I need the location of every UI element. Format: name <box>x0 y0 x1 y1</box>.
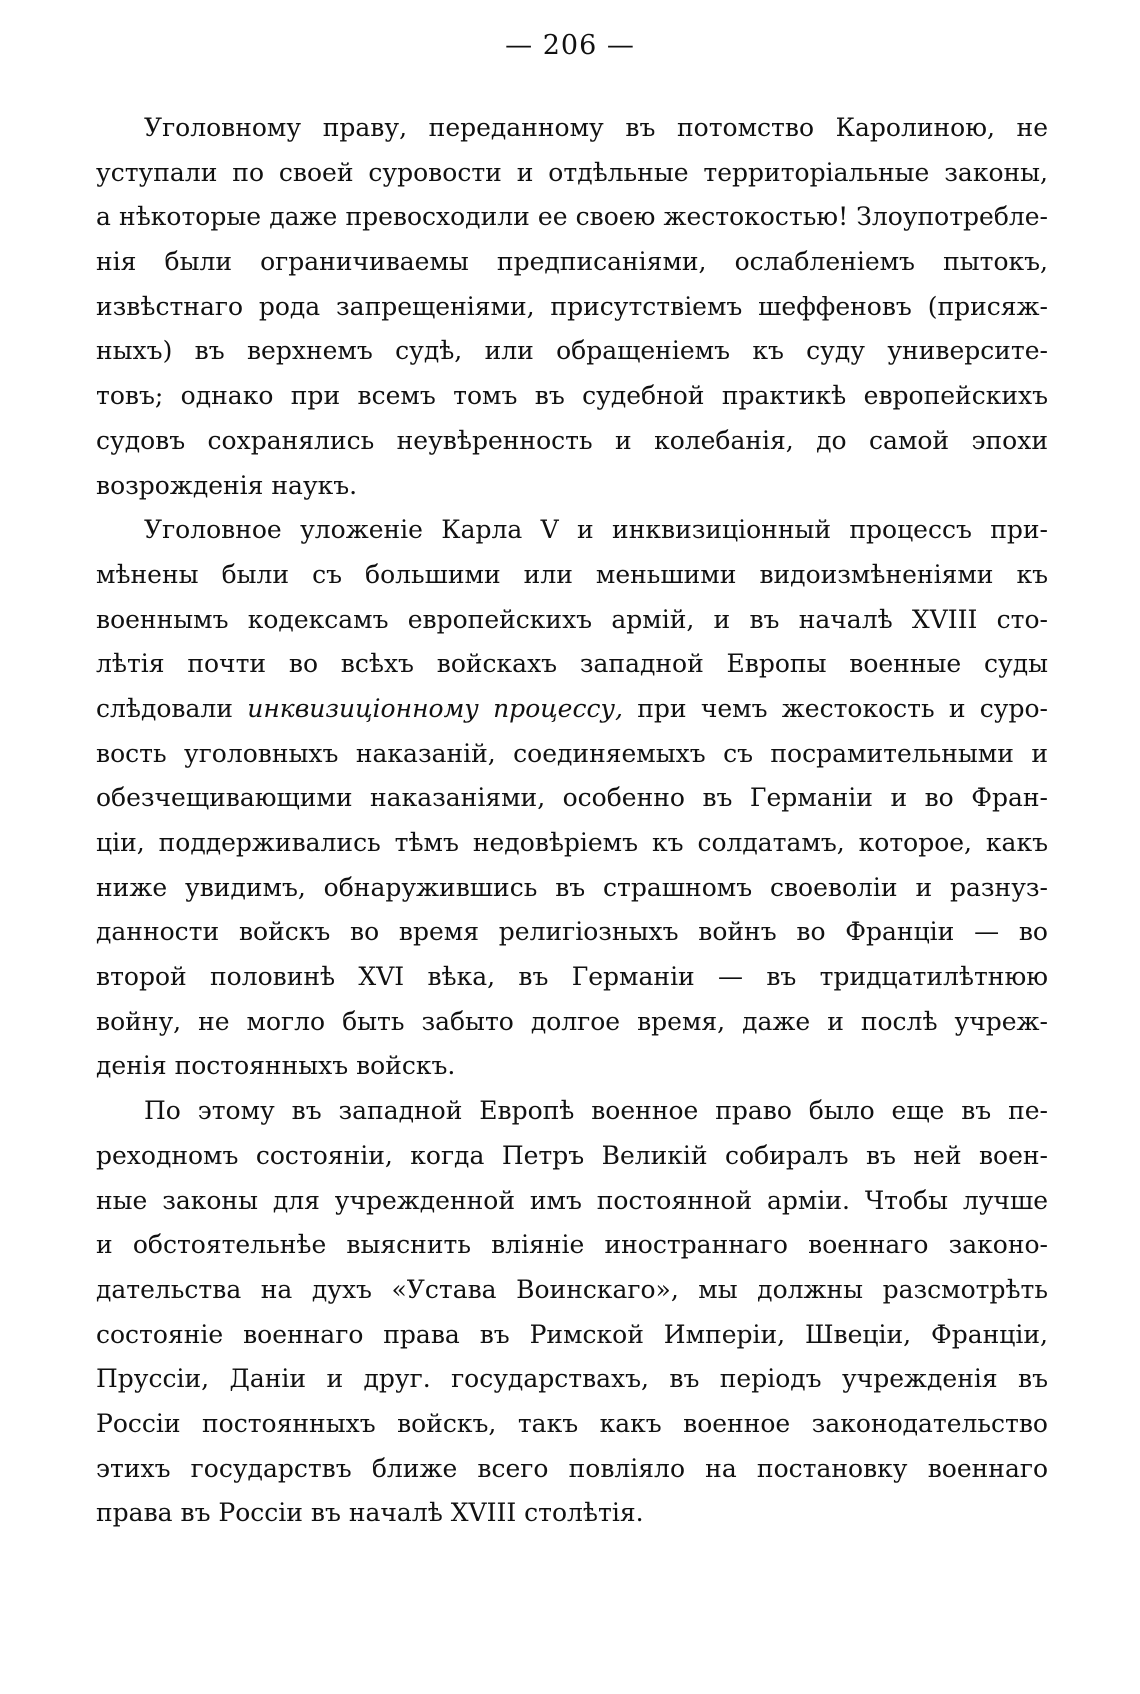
text-segment: при чемъ жестокость и суро- <box>637 693 1048 723</box>
text-line: военнымъ кодексамъ европейскихъ армій, и въ началѣ XVIII сто- <box>96 604 1048 634</box>
text-line: денія постоянныхъ войскъ. <box>96 1051 456 1081</box>
paragraph <box>96 508 1048 1089</box>
text-line: обезчещивающими наказаніями, особенно въ Германіи и во Фран- <box>96 783 1048 813</box>
text-line: Пруссіи, Даніи и друг. государствахъ, въ періодъ учрежденія въ <box>96 1364 1048 1394</box>
text-line: Уголовное уложеніе Карла V и инквизиціонный процессъ при- <box>144 515 1048 545</box>
text-line: По этому въ западной Европѣ военное право было еще въ пе- <box>144 1096 1048 1126</box>
document-body <box>96 106 1048 1536</box>
text-line: мѣнены были съ большими или меньшими видоизмѣненіями къ <box>96 559 1048 589</box>
text-line: уступали по своей суровости и отдѣльные территоріальные законы, <box>96 157 1048 187</box>
text-segment: слѣдовали <box>96 693 233 723</box>
text-line: ціи, поддерживались тѣмъ недовѣріемъ къ солдатамъ, которое, какъ <box>96 828 1048 857</box>
italic-phrase: инквизиціонному процессу, <box>247 693 623 723</box>
text-line: Уголовному праву, переданному въ потомство Каролиною, не <box>144 113 1048 142</box>
text-line: и обстоятельнѣе выяснить вліяніе иностраннаго военнаго законо- <box>96 1230 1048 1260</box>
text-line: извѣстнаго рода запрещеніями, присутствіемъ шеффеновъ (присяж- <box>96 291 1048 321</box>
text-line: судовъ сохранялись неувѣренность и колебанія, до самой эпохи <box>96 425 1048 455</box>
text-line: права въ Россіи въ началѣ XVIII столѣтія. <box>96 1498 644 1528</box>
text-line: ные законы для учрежденной имъ постоянной арміи. Чтобы лучше <box>96 1185 1048 1215</box>
text-line: второй половинѣ XVI вѣка, въ Германіи — въ тридцатилѣтнюю <box>96 962 1048 992</box>
text-line: нія были ограничиваемы предписаніями, ослабленіемъ пытокъ, <box>96 247 1048 277</box>
text-line: данности войскъ во время религіозныхъ войнъ во Франціи — во <box>96 917 1048 947</box>
text-line: лѣтія почти во всѣхъ войскахъ западной Европы военные суды <box>96 649 1048 679</box>
text-line: вость уголовныхъ наказаній, соединяемыхъ съ посрамительными и <box>96 738 1048 768</box>
text-line: войну, не могло быть забыто долгое время, даже и послѣ учреж- <box>96 1006 1048 1036</box>
text-line: возрожденія наукъ. <box>96 470 358 500</box>
page-number: — 206 — <box>505 30 635 61</box>
text-line: Россіи постоянныхъ войскъ, такъ какъ военное законодательство <box>96 1408 1048 1438</box>
text-line: состояніе военнаго права въ Римской Имперіи, Швеціи, Франціи, <box>96 1319 1048 1349</box>
text-line-with-italic <box>96 687 1048 732</box>
text-line: а нѣкоторые даже превосходили ее своею жестокостью! Злоупотребле- <box>96 202 1048 232</box>
paragraph <box>96 106 1048 508</box>
paragraph <box>96 1089 1048 1536</box>
text-line: ныхъ) въ верхнемъ судѣ, или обращеніемъ къ суду университе- <box>96 336 1048 366</box>
text-line: товъ; однако при всемъ томъ въ судебной практикѣ европейскихъ <box>96 381 1048 411</box>
text-line: реходномъ состояніи, когда Петръ Великій собиралъ въ ней воен- <box>96 1140 1048 1170</box>
text-line: дательства на духъ «Устава Воинскаго», мы должны разсмотрѣть <box>96 1274 1048 1304</box>
text-line: этихъ государствъ ближе всего повліяло на постановку военнаго <box>96 1453 1048 1483</box>
text-line: ниже увидимъ, обнаружившись въ страшномъ своеволіи и разнуз- <box>96 872 1048 902</box>
